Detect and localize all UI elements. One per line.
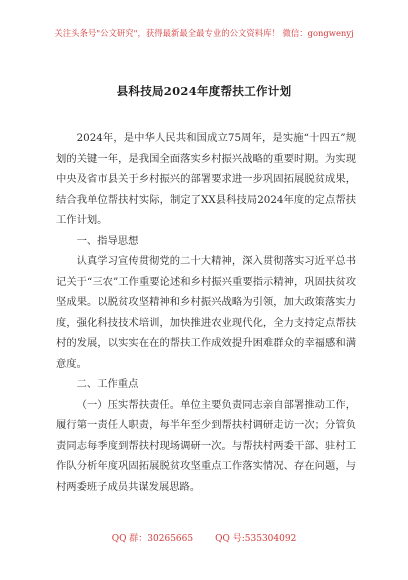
intro-paragraph: 2024年，是中华人民共和国成立75周年，是实施“十四五”规划的关键一年，是我国全面落实乡村振兴战略的重要时期。为实现中央及省市县关于乡村振兴的部署要求进一步巩固拓展脱贫成果，结合我单位帮扶村实际，制定了XX县科技局2024年度的定点帮扶工作计划。 [56, 132, 356, 226]
document-title: 县科技局2024年度帮扶工作计划 [116, 84, 292, 98]
document-body [56, 128, 356, 497]
section-heading-guiding-ideology: 一、指导思想 [76, 234, 139, 247]
header-promo-text: 关注头条号"公文研究"，获得最新最全最专业的公文资料库！ 微信：gongwenyj [54, 28, 354, 38]
qq-account-number: QQ 号:535304092 [215, 534, 297, 544]
work-focus-paragraph-1: （一）压实帮扶责任。单位主要负责同志亲自部署推动工作，履行第一责任人职责，每半年至少到帮扶村调研走访一次；分管负责同志每季度到帮扶村现场调研一次。与帮扶村两委干部、驻村工作队分析年度巩固拓展脱贫攻坚重点工作落实情况、存在问题，与村两委班子成员共谋发展思路。 [56, 398, 356, 493]
qq-group-number: QQ 群：30265665 [111, 534, 194, 544]
guiding-ideology-paragraph: 认真学习宣传贯彻党的二十大精神，深入贯彻落实习近平总书记关于“三农”工作重要论述和乡村振兴重要指示精神，巩固扶贫攻坚成果。以脱贫攻坚精神和乡村振兴战略为引领，加大政策落实力度，强化科技技术培训，加快推进农业现代化，全力支持定点帮扶村的发展，以实实在在的帮扶工作成效提升困难群众的幸福感和满意度。 [56, 255, 356, 370]
footer-contact [0, 531, 408, 544]
section-heading-work-focus: 二、工作重点 [76, 378, 139, 390]
